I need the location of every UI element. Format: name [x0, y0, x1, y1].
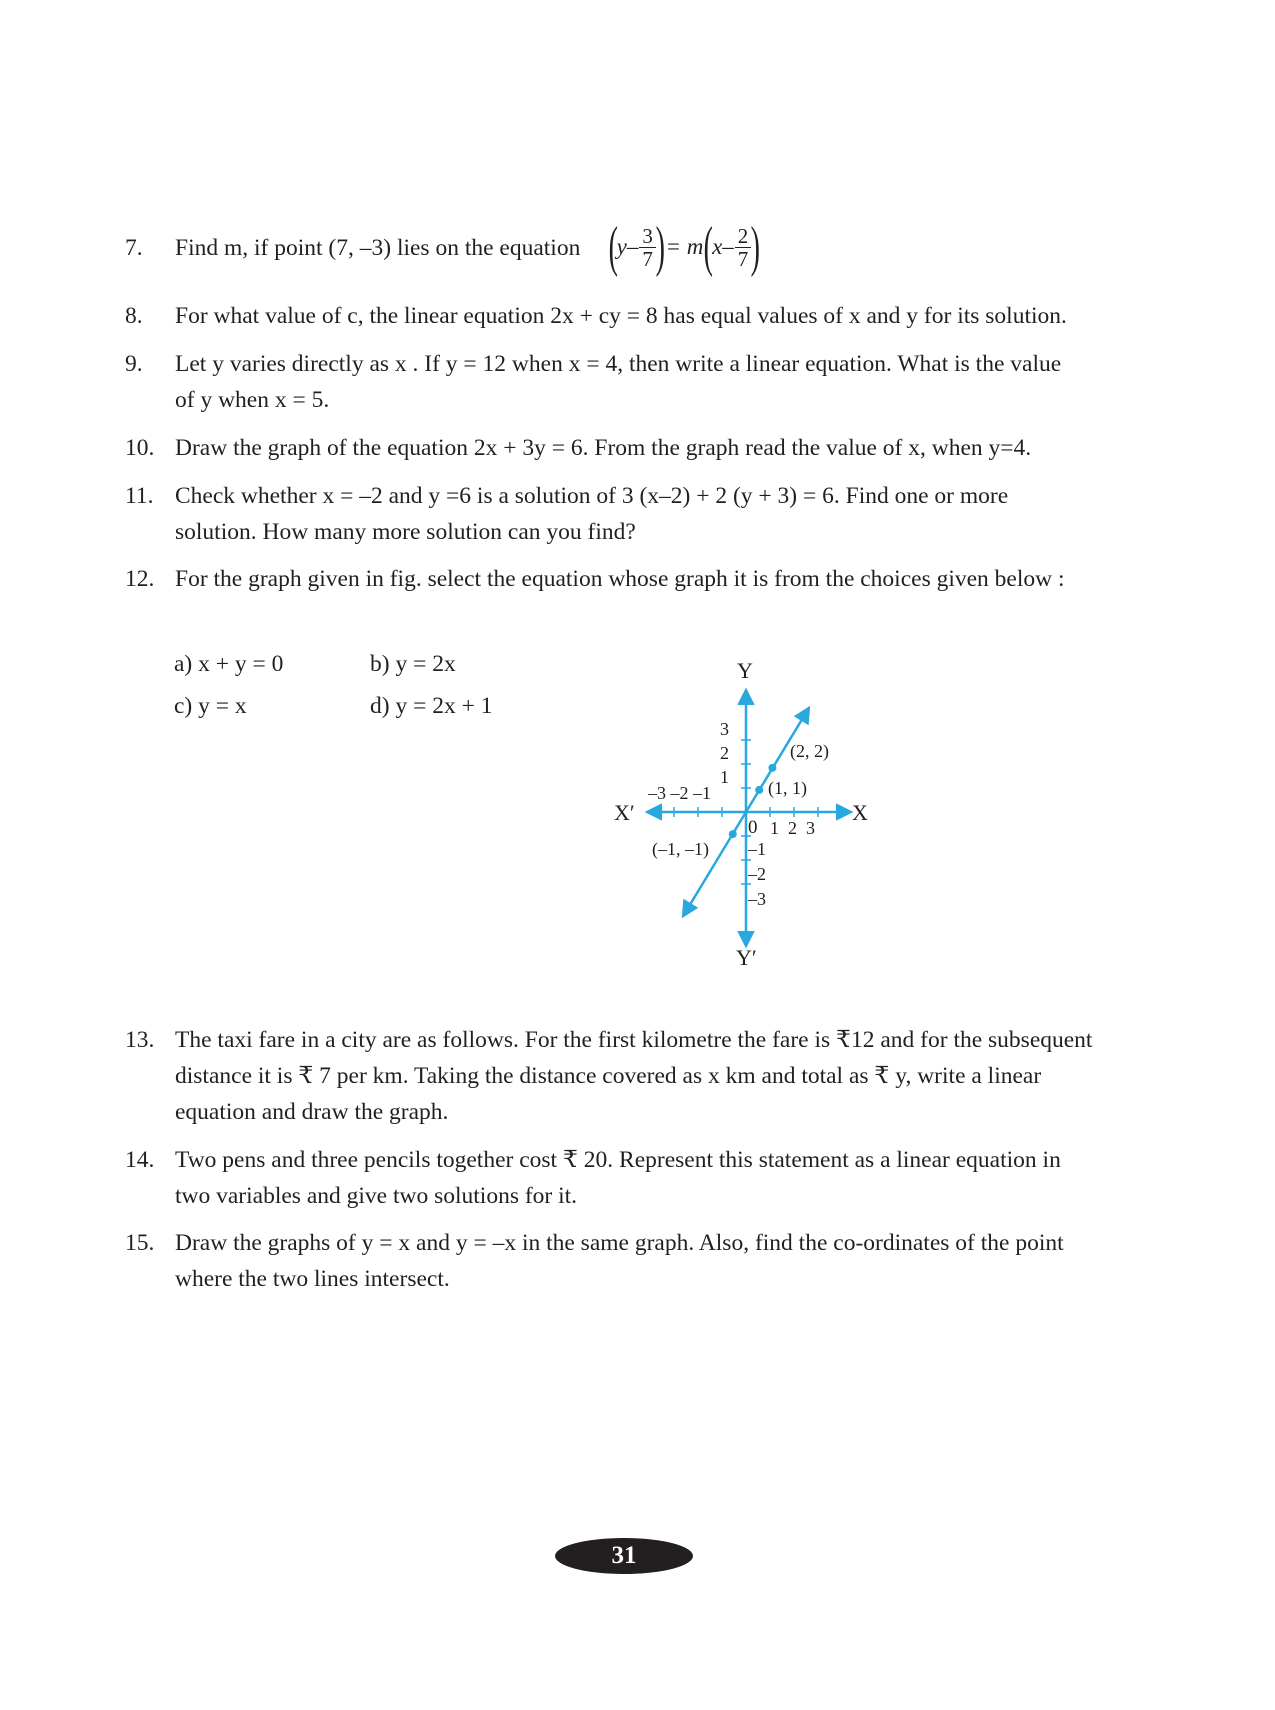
eq-var-x: x — [712, 234, 723, 259]
question-number: 9. — [125, 351, 143, 377]
question-14 — [125, 1142, 1115, 1214]
eq-equals-m: = m — [665, 234, 704, 259]
graph-figure — [600, 655, 890, 980]
option-c: c) y = x — [174, 693, 247, 719]
question-text-line: The taxi fare in a city are as follows. For the first kilometre the fare is ₹12 and for the subsequent — [175, 1027, 1093, 1053]
question-number: 13. — [125, 1027, 155, 1053]
question-9 — [125, 346, 1115, 418]
question-12 — [125, 561, 1115, 597]
question-text: Find m, if point (7, –3) lies on the equation — [175, 235, 581, 261]
question-number: 8. — [125, 303, 143, 329]
question-11 — [125, 478, 1115, 550]
point-label-2-2: (2, 2) — [790, 741, 829, 761]
question-number: 7. — [125, 235, 143, 261]
eq-minus-2: – — [722, 234, 734, 259]
question-text-line: Two pens and three pencils together cost ₹ 20. Represent this statement as a linear equation in — [175, 1147, 1061, 1173]
question-text-line: solution. How many more solution can you find? — [175, 519, 636, 545]
y-tick-neg-3: –3 — [748, 889, 766, 909]
eq-var-y: y — [616, 234, 627, 259]
option-a: a) x + y = 0 — [174, 651, 284, 677]
question-15 — [125, 1225, 1115, 1297]
data-point — [755, 786, 763, 794]
option-b: b) y = 2x — [370, 651, 456, 677]
question-text: For the graph given in fig. select the equation whose graph it is from the choices given below : — [175, 566, 1065, 592]
question-text: For what value of c, the linear equation 2x + cy = 8 has equal values of x and y for its solution. — [175, 303, 1067, 329]
point-label-1-1: (1, 1) — [768, 778, 807, 798]
data-point — [729, 830, 737, 838]
fraction-2-7: $\frac{2}{7}$ — [735, 225, 752, 270]
data-point — [768, 764, 776, 772]
question-text-line: Let y varies directly as x . If y = 12 when x = 4, then write a linear equation. What is the value — [175, 351, 1062, 377]
question-number: 15. — [125, 1230, 155, 1256]
x-axis-label: X — [852, 800, 868, 825]
question-text-line: Check whether x = –2 and y =6 is a solution of 3 (x–2) + 2 (y + 3) = 6. Find one or more — [175, 483, 1009, 509]
eq-minus: – — [626, 234, 639, 259]
equation-q7: ( y – $\frac{3}{7}$ ) = m ( x – $\frac{2}{7}$ ) — [608, 216, 761, 278]
x-ticks-negative: –3 –2 –1 — [648, 783, 711, 803]
question-text: Draw the graph of the equation 2x + 3y = 6. From the graph read the value of x, when y=4. — [175, 435, 1032, 461]
x-ticks-positive: 1 2 3 — [770, 818, 815, 838]
question-13 — [125, 1022, 1115, 1130]
y-tick-neg-1: –1 — [748, 839, 766, 859]
point-label-neg1-neg1: (–1, –1) — [652, 839, 709, 859]
question-number: 11. — [125, 483, 154, 509]
y-neg-axis-label: Y′ — [736, 945, 757, 970]
question-number: 10. — [125, 435, 155, 461]
fraction-3-7: $\frac{3}{7}$ — [639, 225, 656, 270]
y-tick-3: 3 — [720, 719, 729, 739]
question-number: 12. — [125, 566, 155, 592]
y-tick-2: 2 — [720, 743, 729, 763]
x-neg-axis-label: X′ — [614, 800, 635, 825]
option-d: d) y = 2x + 1 — [370, 693, 493, 719]
y-tick-1: 1 — [720, 767, 729, 787]
question-text-line: distance it is ₹ 7 per km. Taking the distance covered as x km and total as ₹ y, write a linear — [175, 1063, 1042, 1089]
question-8 — [125, 298, 1115, 334]
question-text-line: Draw the graphs of y = x and y = –x in the same graph. Also, find the co-ordinates of the point — [175, 1230, 1064, 1256]
y-tick-neg-2: –2 — [748, 864, 766, 884]
page-number: 31 — [555, 1538, 693, 1574]
y-axis-label: Y — [737, 658, 753, 683]
question-number: 14. — [125, 1147, 155, 1173]
question-10 — [125, 430, 1115, 466]
question-text-line: of y when x = 5. — [175, 387, 330, 413]
question-text-line: two variables and give two solutions for it. — [175, 1183, 578, 1209]
origin-label: 0 — [748, 817, 758, 838]
question-text-line: equation and draw the graph. — [175, 1099, 449, 1125]
question-text-line: where the two lines intersect. — [175, 1266, 450, 1292]
